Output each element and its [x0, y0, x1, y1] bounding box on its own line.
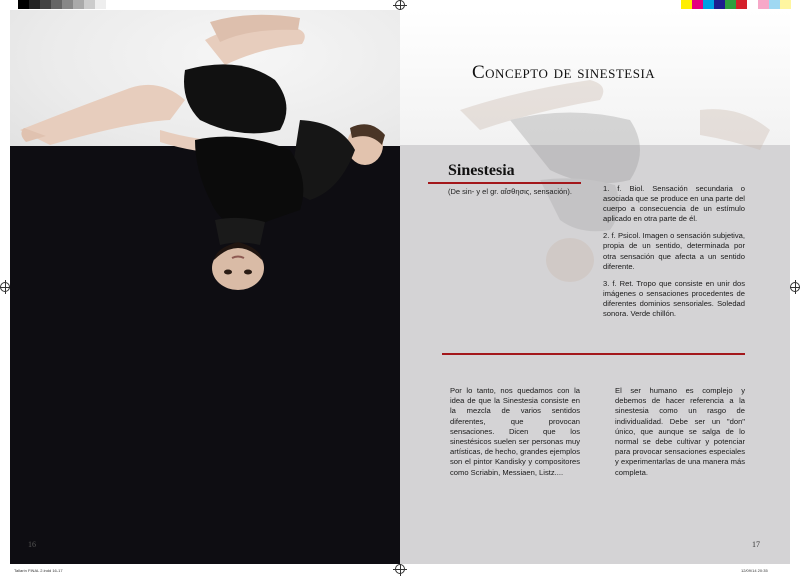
definition-3: 3. f. Ret. Tropo que consiste en unir dos imágenes o sensaciones procedentes de diferentes dominios sensoriales. Soledad sonora. Verde chillón. [603, 278, 745, 319]
registration-mark-right [790, 282, 800, 292]
right-page [400, 10, 790, 564]
term-heading: Sinestesia [448, 162, 515, 179]
definition-1: 1. f. Biol. Sensación secundaria o asociada que se produce en una parte del cuerpo a consecuencia de un estímulo aplicado en otra parte de él. [603, 184, 745, 224]
registration-mark-bottom [395, 564, 405, 574]
red-rule-top [428, 182, 581, 184]
page-number-right: 17 [752, 540, 760, 549]
body-column-2: El ser humano es complejo y debemos de hacer referencia a la sinestesia como un rasgo de individualidad. Debe ser un "don" único, que aunque se salga de lo normal se debe cultivar y potenciar para provocar sensaciones especiales y experimentarlas de una manera más completa. [615, 386, 745, 477]
slug-right: 12/09/14 20:35 [741, 568, 768, 573]
left-page [10, 10, 400, 564]
red-rule-bottom [442, 353, 745, 355]
definitions-list [603, 184, 745, 326]
slug-left: Tallarín FINAL 2.indd 16-17 [14, 568, 63, 573]
registration-mark-top [395, 0, 405, 10]
page-number-left: 16 [28, 540, 36, 549]
registration-mark-left [0, 282, 10, 292]
page-title: Concepto de sinestesia [472, 62, 656, 83]
color-bar [681, 0, 791, 9]
body-column-1: Por lo tanto, nos quedamos con la idea de que la Sinestesia consiste en la mezcla de varios sentidos diferentes, que provocan sensaciones. Dicen que los sinestésicos suelen ser personas muy artísticas, de hecho, grandes ejemplos son el pintor Kandisky y compositores como Scriabin, Messiaen, Listz.... [450, 386, 581, 477]
grayscale-bar [18, 0, 117, 9]
dancers-illustration [10, 10, 400, 310]
definition-2: 2. f. Psicol. Imagen o sensación subjetiva, propia de un sentido, determinada por otra sensación que afecta a un sentido diferente. [603, 231, 745, 271]
etymology-text: (De sin- y el gr. αἴσθησις, sensación). [448, 187, 572, 196]
